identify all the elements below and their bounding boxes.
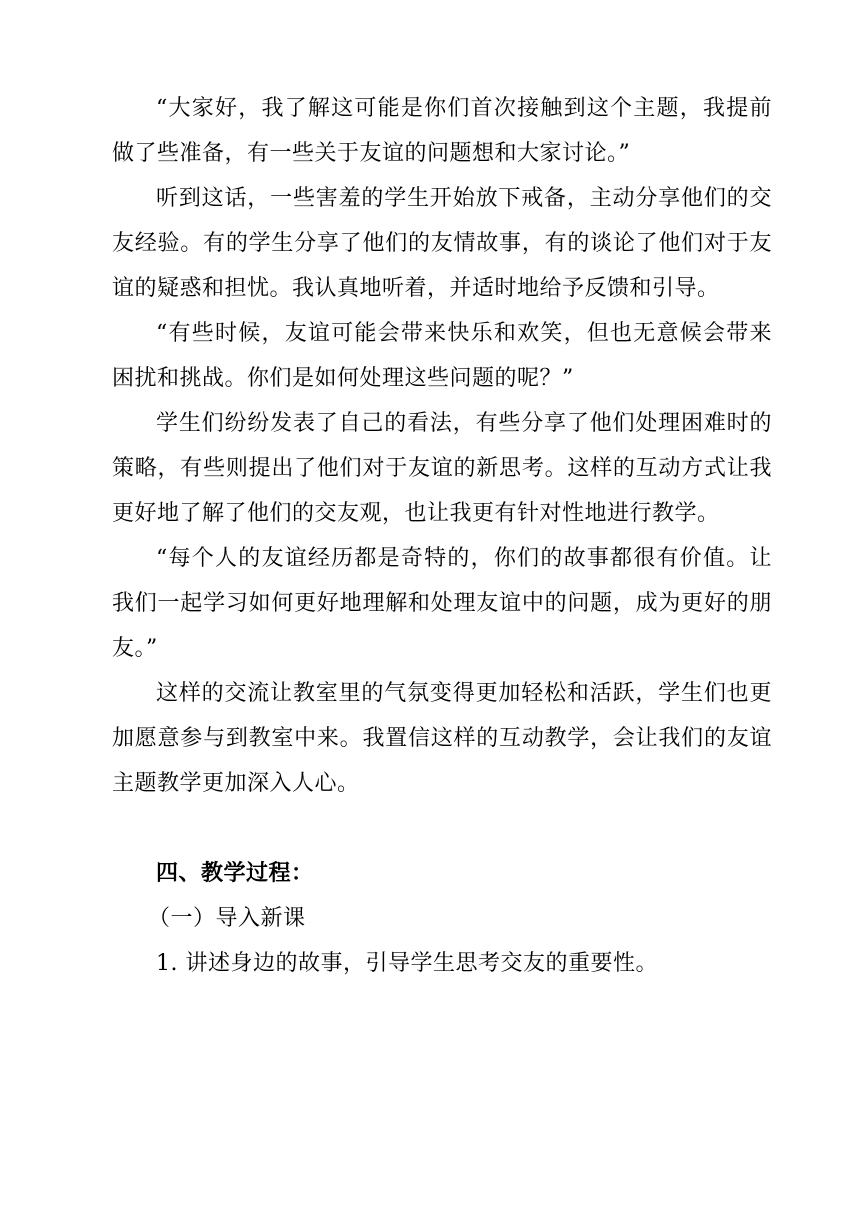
paragraph: 学生们纷纷发表了自己的看法，有些分享了他们处理困难时的策略，有些则提出了他们对于友谊的新思考。这样的互动方式让我更好地了解了他们的交友观，也让我更有针对性地进行教学。 [112,411,772,526]
paragraph: 听到这话，一些害羞的学生开始放下戒备，主动分享他们的交友经验。有的学生分享了他们的友情故事，有的谈论了他们对于友谊的疑惑和担忧。我认真地听着，并适时地给予反馈和引导。 [112,186,772,301]
list-item: 1. 讲述身边的故事，引导学生思考交友的重要性。 [156,951,658,976]
document-body [112,86,772,986]
paragraph: “有些时候，友谊可能会带来快乐和欢笑，但也无意候会带来困扰和挑战。你们是如何处理这些问题的呢？” [112,321,772,391]
paragraph: “大家好，我了解这可能是你们首次接触到这个主题，我提前做了些准备，有一些关于友谊的问题想和大家讨论。” [112,96,772,166]
section-heading: 四、教学过程： [156,860,314,886]
spacer [112,806,772,851]
paragraph: 这样的交流让教室里的气氛变得更加轻松和活跃，学生们也更加愿意参与到教室中来。我置信这样的互动教学，会让我们的友谊主题教学更加深入人心。 [112,681,772,796]
paragraph: “每个人的友谊经历都是奇特的，你们的故事都很有价值。让我们一起学习如何更好地理解和处理友谊中的问题，成为更好的朋友。” [112,546,772,661]
section-subheading: （一）导入新课 [148,906,306,931]
